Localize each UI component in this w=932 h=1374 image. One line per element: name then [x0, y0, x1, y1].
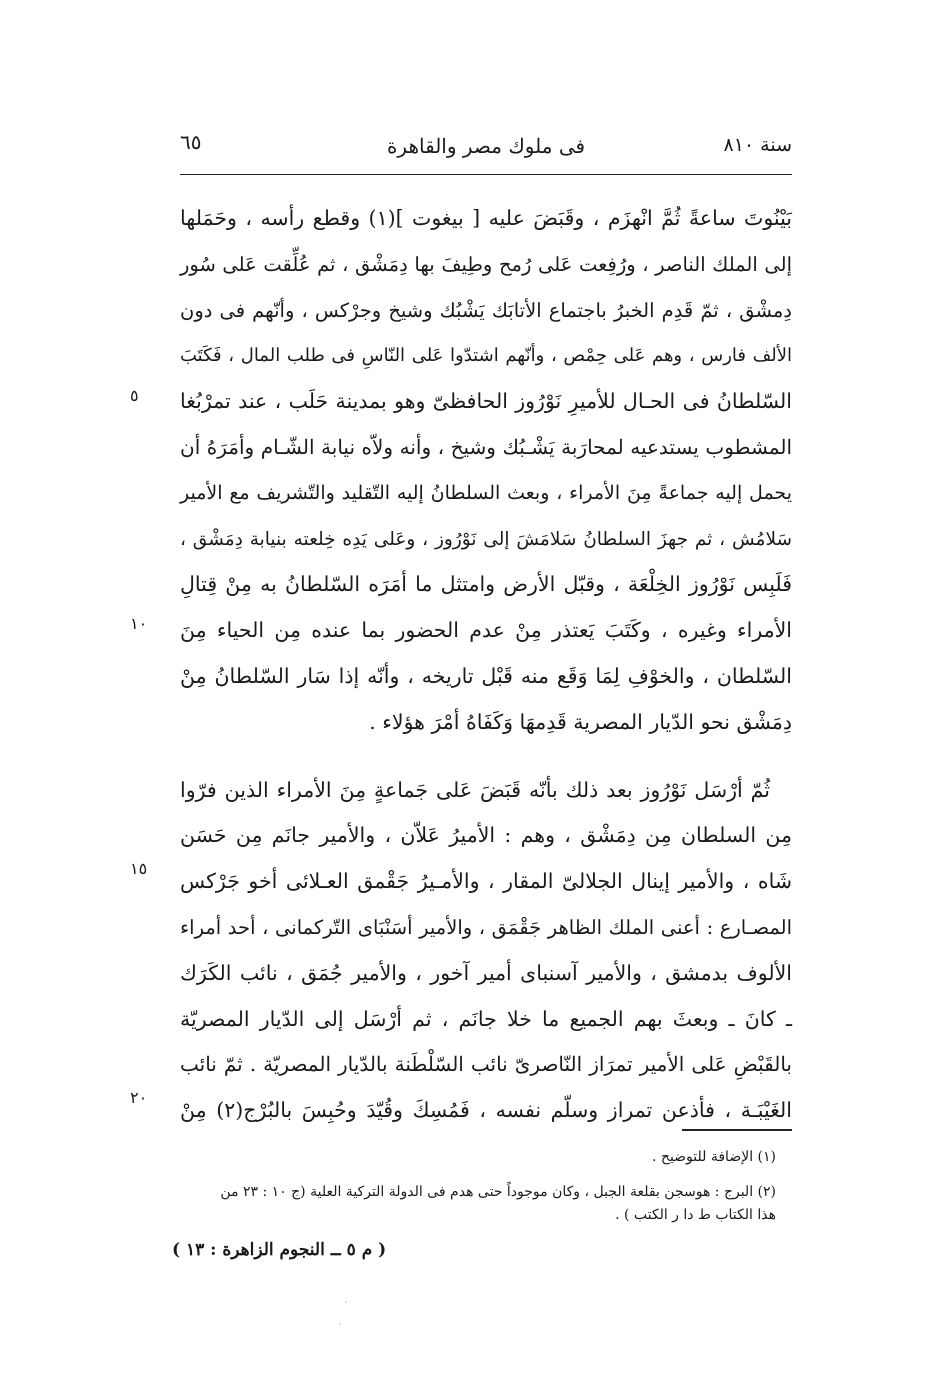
line-number: ٢٠: [130, 1088, 148, 1107]
header-rule: [180, 174, 792, 175]
text-line: بَيْنُوتَ ساعةً ثُمَّ انْهزَم ، وقَبَضَ عليه [ بيغوت ](١) وقطع رأسه ، وحَمَلها: [180, 206, 793, 230]
text-line: شَاه ، والأمير إينال الجلالىّ المقار ، والأمـيرُ جَقْمق العـلائى أخو جَرْكس: [180, 869, 792, 894]
footnote-line: (١) الإضافة للتوضيح .: [652, 1149, 776, 1165]
text-line: إلى الملك الناصر ، ورُفِعت عَلى رُمح وطِيفَ بها دِمَشْق ، ثم عُلِّقت عَلى سُور: [180, 252, 792, 276]
text-line: دِمشْق ، ثمّ قَدِم الخبرُ باجتماع الأتابَك يَشْبُك وشيخ وجرْكس ، وأنّهم فى دون: [180, 298, 792, 322]
text-line: الغَيْبَـة ، فأذعن تمراز وسلّم نفسه ، فَمُسِكَ وقُيّدَ وحُبِسَ بالبُرْج(٢) مِنْ: [180, 1098, 792, 1123]
line-number: ٥: [130, 386, 139, 405]
text-line: سَلامُش ، ثم جهزَ السلطانُ سَلامَشَ إلى نَوْرُوز ، وعَلى يَدِه خِلعته بنيابة دِمَشْق ،: [180, 528, 792, 550]
paragraph: [180, 768, 792, 1134]
footnote-rule: [682, 1129, 792, 1131]
text-line: الألوف بدمشق ، والأمير آسنباى أمير آخور ، والأمير جُمَق ، نائب الكَرَك: [180, 960, 792, 985]
scan-speck: ·: [344, 1296, 348, 1309]
footnotes: [180, 1146, 792, 1239]
scan-speck: ·: [338, 1318, 342, 1331]
paragraph: [180, 196, 792, 746]
text-line: بالقَبْضِ عَلى الأمير تمرَاز النّاصرىّ نائب السّلْطَنة بالدّيار المصريّة . ثمّ نائب: [180, 1052, 792, 1077]
text-line: ثُمّ أرْسَل نَوْرُوز بعد ذلك بأنّه قَبَضَ عَلى جَماعةٍ مِنَ الأمراء الذين فرّوا: [180, 777, 770, 802]
text-line: فَلَبِس نَوْرُوز الخِلْعَة ، وقبّل الأرض وامتثل ما أمَرَه السّلطانُ به مِنْ قِتالِ: [180, 572, 792, 597]
printer-signature: ( م ٥ ــ النجوم الزاهرة : ١٣ ): [172, 1240, 387, 1260]
line-number: ١٠: [130, 614, 148, 633]
text-line: دِمَشْق نحو الدّيار المصرية قَدِمهَا وَكَفَاهُ أمْرَ هؤلاء .: [369, 709, 792, 734]
text-line: الأمراء وغيره ، وكَتَبَ يَعتذر مِنْ عدم الحضور بما عنده مِن الحياء مِنَ: [180, 618, 792, 643]
text-line: المصـارع : أعنى الملك الظاهر جَقْمَق ، والأمير أسَنْبَاى التّركمانى ، أحد أمراء: [180, 915, 792, 939]
text-line: السّلطانُ فى الحـال للأميرِ نَوْرُوز الحافظىّ وهو بمدينة حَلَب ، عند تمرْبُغا: [180, 389, 792, 414]
text-line: يحمل إليه جماعةً مِنَ الأمراء ، وبعث السلطانُ إليه التّقليد والتّشريف مع الأمير: [180, 481, 792, 504]
text-line: الألف فارس ، وهم عَلى حِمْص ، وأنّهم اشتدّوا عَلى النّاسِ فى طلب المال ، فَكَتَبَ: [180, 345, 792, 367]
header-year: سنة ٨١٠: [723, 134, 792, 156]
text-line: مِن السلطان مِن دِمَشْق ، وهم : الأميرُ عَلاّن ، والأمير جانَم مِن حَسَن: [180, 823, 792, 848]
footnote: [180, 1181, 792, 1227]
page-number: ٦٥: [180, 130, 202, 154]
text-line: ـ كانَ ـ وبعثَ بهم الجميع ما خلا جانَم ، ثم أرْسَل إلى الدّيار المصريّة: [180, 1006, 792, 1031]
footnote-line: هذا الكتاب ط دا ر الكتب ) .: [615, 1207, 776, 1223]
text-line: المشطوب يستدعيه لمحارَبة يَشْـبُك وشيخ ، وأنه ولاّه نيابة الشّـام وأمَرَهُ أن: [180, 434, 792, 459]
body-text: [180, 196, 792, 1134]
header-title: فى ملوك مصر والقاهرة: [386, 134, 586, 158]
footnote: [180, 1146, 792, 1169]
running-header: [180, 128, 792, 168]
footnote-line: (٢) البرج : هوسجن بقلعة الجبل ، وكان موجوداً حتى هدم فى الدولة التركية العلية (ج ١٠ : ٢٣ من: [220, 1184, 776, 1200]
line-number: ١٥: [130, 859, 148, 878]
text-line: السّلطان ، والخوْفِ لِمَا وَقَع منه قَبْل تاريخه ، وأنّه إذا سَار السّلطانُ مِنْ: [180, 663, 792, 688]
